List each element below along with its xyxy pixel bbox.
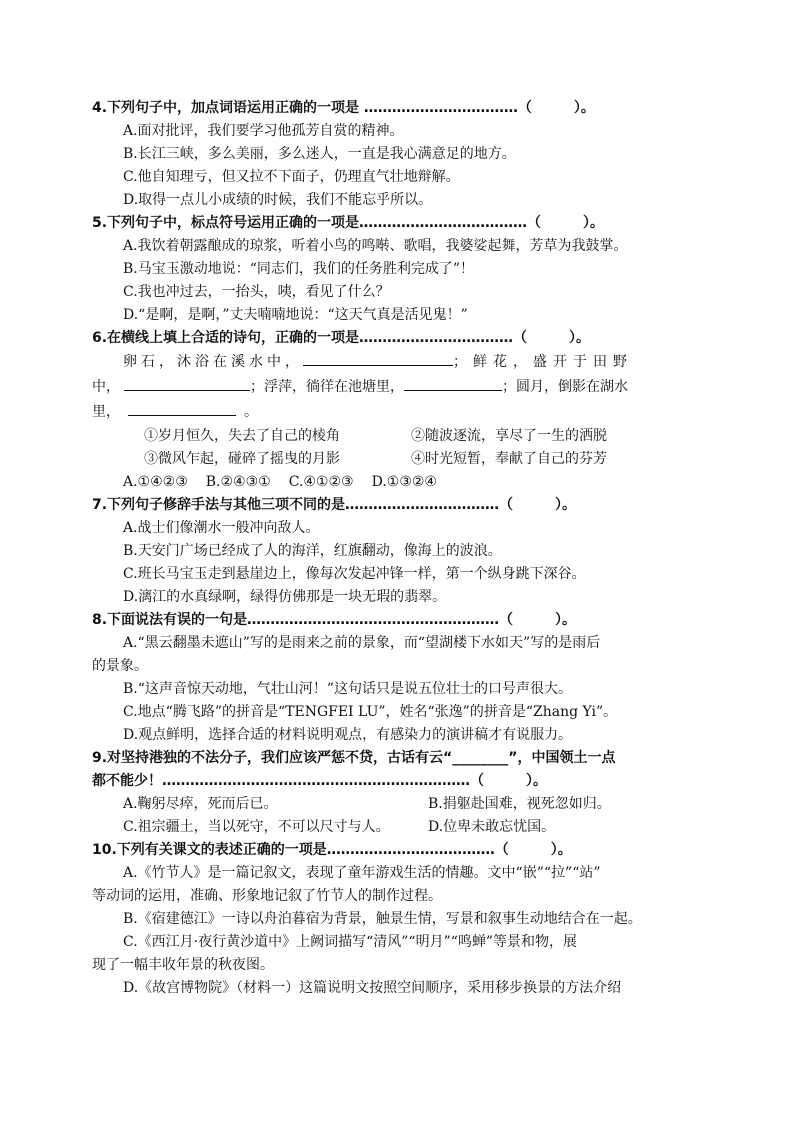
answer-option-a: A.①④②③ xyxy=(123,474,188,490)
question-6-passage-line-3 xyxy=(92,400,704,425)
question-9-option-c: C.祖宗疆土，当以死守，不可以尺寸与人。 xyxy=(123,819,390,835)
question-8-option-c: C.地点“腾飞路”的拼音是“TENGFEI LU”，姓名“张逸”的拼音是“Zhang Yi”。 xyxy=(123,704,618,720)
passage-text: 卵石，沐浴在溪水中， xyxy=(123,354,303,370)
question-6-answers xyxy=(92,471,704,494)
question-8-option-d: D.观点鲜明，选择合适的材料说明观点，有感染力的演讲稿才有说服力。 xyxy=(123,727,573,743)
question-9-options-row-1 xyxy=(92,793,704,816)
fill-blank-3[interactable] xyxy=(404,376,502,391)
question-6-choices-row-1 xyxy=(92,425,704,448)
choice-item: ②随波逐流，享尽了一生的洒脱 xyxy=(411,428,607,444)
question-10-option-b: B.《宿建德江》一诗以舟泊暮宿为背景，触景生情，写景和叙事生动地结合在一起。 xyxy=(123,911,642,927)
choice-item: ③微风乍起，碰碎了摇曳的月影 xyxy=(144,451,340,467)
question-5-option-c: C.我也冲过去，一抬头，咦，看见了什么？ xyxy=(123,284,390,300)
fill-blank-1[interactable] xyxy=(303,351,453,366)
question-6-passage-line-2 xyxy=(92,375,704,400)
question-7-option-a: A.战士们像潮水一般冲向敌人。 xyxy=(123,520,320,536)
question-5-option-b: B.马宝玉激动地说：“同志们，我们的任务胜利完成了”！ xyxy=(123,261,475,277)
fill-blank-2[interactable] xyxy=(124,376,250,391)
question-10-option-a-line-1: A.《竹节人》是一篇记叙文，表现了童年游戏生活的情趣。文中“嵌”“拉”“站” xyxy=(123,865,601,881)
question-5-stem: 5.下列句子中，标点符号运用正确的一项是………………………………（ ）。 xyxy=(92,215,605,231)
question-7-option-b: B.天安门广场已经成了人的海洋，红旗翻动，像海上的波浪。 xyxy=(123,543,502,559)
question-9-option-a: A.鞠躬尽瘁，死而后已。 xyxy=(123,796,278,812)
question-9-options-row-2 xyxy=(92,816,704,839)
passage-text: ；浮萍，徜徉在池塘里， xyxy=(250,379,404,395)
question-4-option-c: C.他自知理亏，但又拉不下面子，仍理直气壮地辩解。 xyxy=(123,169,460,185)
fill-blank-4[interactable] xyxy=(128,401,236,416)
question-4-stem: 4.下列句子中，加点词语运用正确的一项是 ……………………………（ ）。 xyxy=(92,100,595,116)
question-4-option-d: D.取得一点儿小成绩的时候，我们不能忘乎所以。 xyxy=(123,192,433,208)
question-9-option-d: D.位卑未敢忘忧国。 xyxy=(428,819,556,835)
question-6-choices-row-2 xyxy=(92,448,704,471)
passage-text: 里， xyxy=(92,404,120,420)
choice-item: ①岁月恒久，失去了自己的棱角 xyxy=(144,428,340,444)
choice-item: ④时光短暂，奉献了自己的芬芳 xyxy=(411,451,607,467)
question-6-stem: 6.在横线上填上合适的诗句，正确的一项是……………………………（ ）。 xyxy=(92,330,591,346)
question-8-option-b: B.“这声音惊天动地，气壮山河！”这句话只是说五位壮士的口号声很大。 xyxy=(123,681,573,697)
answer-option-d: D.①③②④ xyxy=(371,474,437,490)
passage-text: 。 xyxy=(244,404,258,420)
question-7-option-d: D.漓江的水真绿啊，绿得仿佛那是一块无瑕的翡翠。 xyxy=(123,589,447,605)
question-6-passage-line-1 xyxy=(92,350,704,375)
answer-option-c: C.④①②③ xyxy=(288,474,354,490)
question-8-option-a-line-2: 的景象。 xyxy=(92,658,148,674)
question-10-option-a-line-2: 等动词的运用，准确、形象地记叙了竹节人的制作过程。 xyxy=(92,888,442,904)
question-10-stem: 10.下列有关课文的表述正确的一项是………………………………（ ）。 xyxy=(92,842,572,858)
question-9-stem-line-2: 都不能少！…………………………………………………………（ ）。 xyxy=(92,773,547,789)
question-4-option-a: A.面对批评，我们要学习他孤芳自赏的精神。 xyxy=(123,123,404,139)
question-7-stem: 7.下列句子修辞手法与其他三项不同的是……………………………（ ）。 xyxy=(92,497,577,513)
question-9-option-b: B.捐躯赴国难，视死忽如归。 xyxy=(428,796,611,812)
question-9-stem-line-1: 9.对坚持港独的不法分子，我们应该严惩不贷，古话有云“________”，中国领土一点 xyxy=(92,750,616,766)
passage-text: ；鲜花，盛开于田野 xyxy=(453,354,633,370)
question-5-option-a: A.我饮着朝露酿成的琼浆，听着小鸟的鸣啭、歌唱，我婆娑起舞，芳草为我鼓掌。 xyxy=(123,238,628,254)
question-10-option-d: D.《故宫博物院》（材料一）这篇说明文按照空间顺序，采用移步换景的方法介绍 xyxy=(123,980,622,996)
passage-text: ；圆月，倒影在湖水 xyxy=(502,379,628,395)
question-8-stem: 8.下面说法有误的一句是………………………………………………（ ）。 xyxy=(92,612,577,628)
question-4-option-b: B.长江三峡，多么美丽，多么迷人，一直是我心满意足的地方。 xyxy=(123,146,516,162)
passage-text: 中， xyxy=(92,379,120,395)
answer-option-b: B.②④③① xyxy=(205,474,271,490)
question-10-option-c-line-2: 现了一幅丰收年景的秋夜图。 xyxy=(92,957,274,973)
question-8-option-a-line-1: A.“黑云翻墨未遮山”写的是雨来之前的景象，而“望湖楼下水如天”写的是雨后 xyxy=(123,635,601,651)
question-list xyxy=(92,97,704,1000)
question-7-option-c: C.班长马宝玉走到悬崖边上，像每次发起冲锋一样，第一个纵身跳下深谷。 xyxy=(123,566,586,582)
question-10-option-c-line-1: C.《西江月·夜行黄沙道中》上阙词描写“清风”“明月”“鸣蝉”等景和物，展 xyxy=(123,934,578,950)
question-5-option-d: D.“是啊，是啊，”丈夫喃喃地说：“这天气真是活见鬼！” xyxy=(123,307,468,323)
